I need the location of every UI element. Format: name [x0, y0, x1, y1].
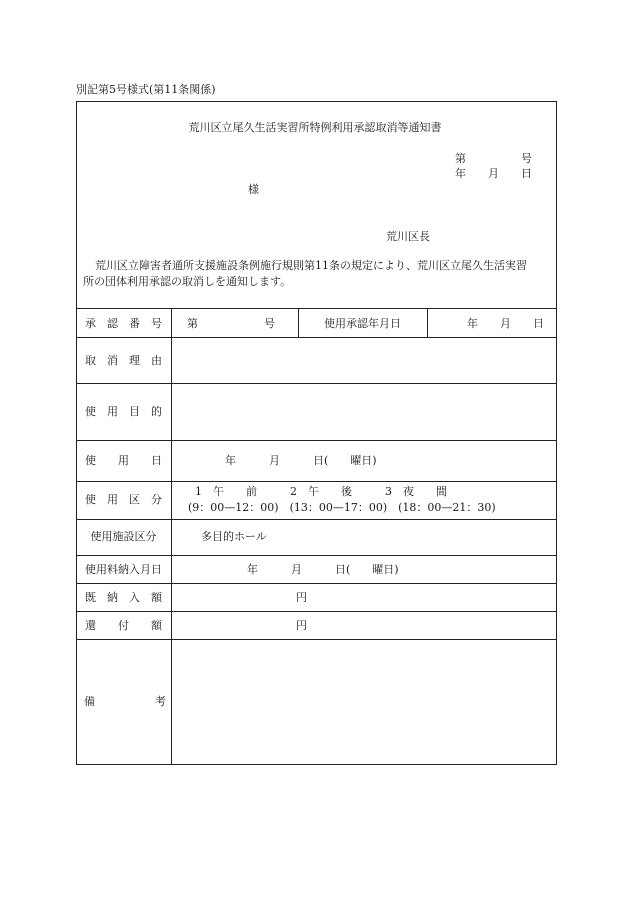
- refund-amount-label: 還 付 額: [85, 619, 162, 632]
- document-title: 荒川区立尾久生活実習所特例利用承認取消等通知書: [188, 121, 442, 134]
- form-reference: 別記第5号様式(第11条関係): [76, 83, 216, 96]
- paid-amount-label: 既 納 入 額: [85, 591, 162, 604]
- row-divider: [76, 583, 557, 584]
- document-number: 第 号: [455, 152, 532, 165]
- notice-body-line1: 荒川区立障害者通所支援施設条例施行規則第11条の規定により、荒川区立尾久生活実習: [95, 259, 527, 272]
- row-divider: [76, 337, 557, 338]
- row-divider: [76, 555, 557, 556]
- refund-amount-unit: 円: [296, 619, 307, 632]
- column-divider: [427, 308, 428, 337]
- paid-amount-unit: 円: [296, 591, 307, 604]
- addressee-suffix: 様: [248, 183, 259, 196]
- payment-date-value: 年 月 日( 曜日): [247, 563, 399, 576]
- approval-date-label: 使用承認年月日: [324, 317, 401, 330]
- row-divider: [76, 383, 557, 384]
- approval-number-value: 第 号: [187, 317, 275, 330]
- row-divider: [76, 440, 557, 441]
- row-divider: [76, 611, 557, 612]
- use-date-value: 年 月 日( 曜日): [225, 454, 377, 467]
- remarks-label-right: 考: [155, 695, 166, 708]
- approval-date-value: 年 月 日: [467, 317, 544, 330]
- label-column-divider: [171, 308, 172, 765]
- use-division-label: 使 用 区 分: [85, 493, 162, 506]
- document-date: 年 月 日: [455, 167, 532, 180]
- facility-label: 使用施設区分: [90, 530, 157, 543]
- facility-value: 多目的ホール: [201, 530, 267, 543]
- remarks-label-left: 備: [84, 695, 95, 708]
- row-divider: [76, 481, 557, 482]
- row-divider: [76, 519, 557, 520]
- use-date-label: 使 用 日: [85, 454, 162, 467]
- purpose-label: 使 用 目 的: [85, 405, 162, 418]
- issuer: 荒川区長: [386, 230, 430, 243]
- use-division-options: 1 午 前 2 午 後 3 夜 間: [195, 485, 447, 498]
- table-top-border: [76, 308, 557, 309]
- form-frame: [76, 101, 557, 765]
- payment-date-label: 使用料納入月日: [85, 563, 162, 576]
- row-divider: [76, 639, 557, 640]
- approval-number-label: 承 認 番 号: [85, 317, 162, 330]
- use-division-times: (9：00—12：00) (13：00—17：00) (18：00—21：30): [188, 501, 496, 514]
- cancel-reason-label: 取 消 理 由: [85, 354, 162, 367]
- notice-body-line2: 所の団体利用承認の取消しを通知します。: [83, 275, 292, 288]
